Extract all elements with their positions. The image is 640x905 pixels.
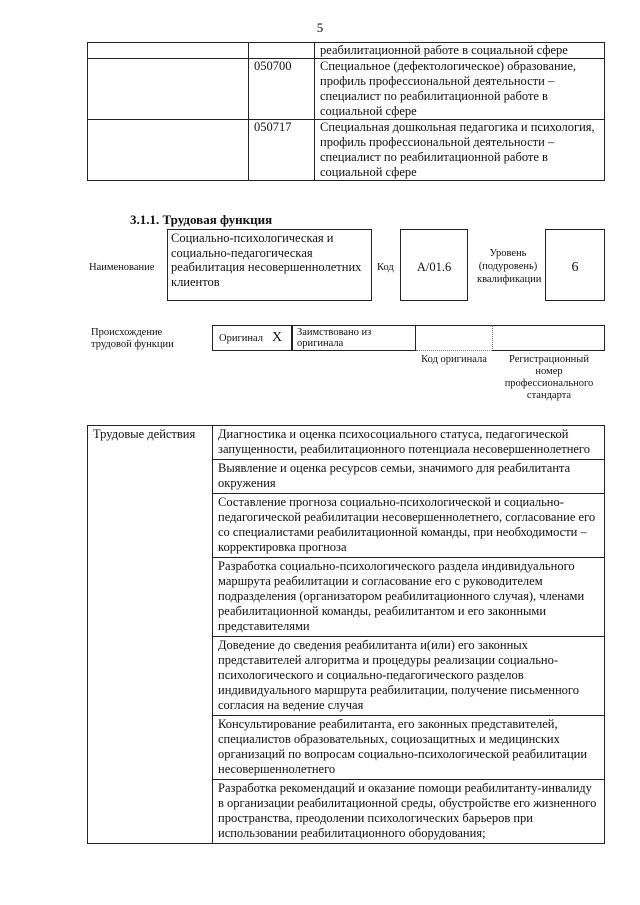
specialty-name: Специальное (дефектологическое) образование, профиль профессиональной деятельности – специалист по реабилитационной работе в социальной сфере <box>315 59 605 120</box>
original-mark: X <box>272 325 292 351</box>
education-table <box>87 42 605 181</box>
labor-action: Консультирование реабилитанта, его законных представителей, специалистов образовательных, социозащитных и медицинских организаций по вопросам социально-психологической реабилитации несовершеннолетнего <box>213 716 605 780</box>
original-code-cell <box>416 325 492 351</box>
labor-action: Составление прогноза социально-психологической и социально-педагогической реабилитации несовершеннолетнего, согласование его со специалистами реабилитационной команды, при необходимости – корректировка прогноза <box>213 494 605 558</box>
registration-number-caption: Регистрационный номер профессионального стандарта <box>504 354 594 401</box>
specialty-name: Специальная дошкольная педагогика и психология, профиль профессиональной деятельности – специалист по реабилитационной работе в социальной сфере <box>315 120 605 181</box>
code-label: Код <box>377 262 394 273</box>
labor-actions-table <box>87 425 605 844</box>
empty-cell <box>88 120 249 181</box>
registration-number-cell <box>492 325 605 351</box>
empty-cell <box>88 43 249 59</box>
specialty-name: реабилитационной работе в социальной сфере <box>315 43 605 59</box>
origin-label: Происхождение трудовой функции <box>91 327 174 350</box>
table-row <box>88 426 605 460</box>
qualification-level-box: 6 <box>545 229 605 301</box>
page-number: 5 <box>316 20 324 35</box>
labor-action: Выявление и оценка ресурсов семьи, значимого для реабилитанта окружения <box>213 460 605 494</box>
name-label: Наименование <box>89 262 155 273</box>
original-code-caption: Код оригинала <box>421 354 487 365</box>
function-name-box: Социально-психологическая и социально-педагогическая реабилитация несовершеннолетних клиентов <box>167 229 372 301</box>
function-code-box: A/01.6 <box>400 229 468 301</box>
labor-actions-header: Трудовые действия <box>88 426 213 844</box>
table-row <box>88 120 605 181</box>
labor-action: Разработка рекомендаций и оказание помощи реабилитанту-инвалиду в организации реабилитационной среды, обустройстве его жизненного пространства, преодолении психологических барьеров при использовании реабилитационного оборудования; <box>213 780 605 844</box>
specialty-code: 050700 <box>249 59 315 120</box>
labor-action: Разработка социально-психологического раздела индивидуального маршрута реабилитации и согласование его с руководителем подразделения (организатором реабилитационного случая), членами реабилитационной команды, реабилитантом и его законными представителями <box>213 558 605 637</box>
table-row <box>88 43 605 59</box>
labor-action: Диагностика и оценка психосоциального статуса, педагогической запущенности, реабилитационного потенциала несовершеннолетнего <box>213 426 605 460</box>
section-title: 3.1.1. Трудовая функция <box>130 212 273 227</box>
specialty-code <box>249 43 315 59</box>
labor-action: Доведение до сведения реабилитанта и(или) его законных представителей алгоритма и процедуры реализации социально-психологического и социально-педагогического разделов индивидуального маршрута реабилитации, получение письменного согласия на ведение случая <box>213 637 605 716</box>
original-cell: Оригинал <box>212 325 272 351</box>
empty-cell <box>88 59 249 120</box>
table-row <box>88 59 605 120</box>
origin-row <box>212 325 605 351</box>
borrowed-cell: Заимствовано из оригинала <box>292 325 416 351</box>
qualification-level-label: Уровень (подуровень) квалификации <box>477 248 542 285</box>
specialty-code: 050717 <box>249 120 315 181</box>
